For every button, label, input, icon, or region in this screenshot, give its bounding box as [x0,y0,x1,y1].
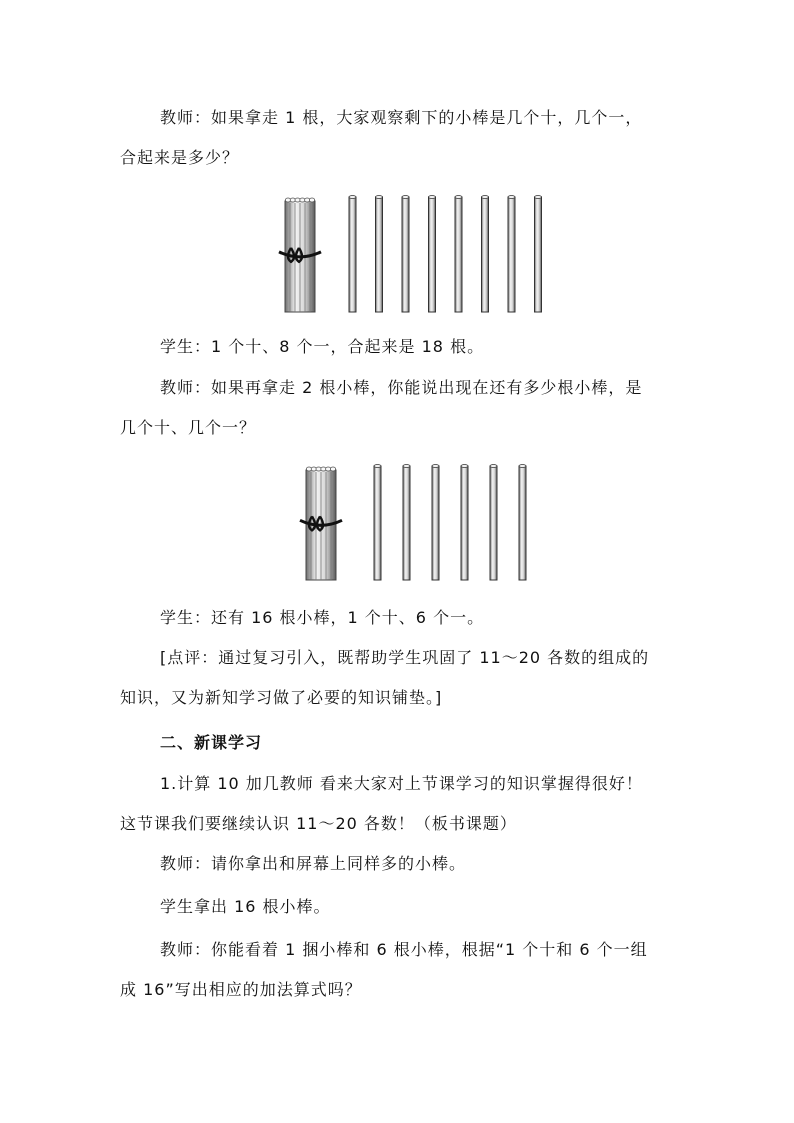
single-stick [374,465,381,581]
stick-bundle [279,198,321,312]
single-stick [455,196,462,313]
paragraph-line: 1.计算 10 加几教师 看来大家对上节课学习的知识掌握得很好！ [160,774,643,793]
section-heading: 二、新课学习 [160,733,263,752]
single-stick [519,465,526,581]
single-stick [508,196,515,313]
paragraph-line: 教师：如果拿走 1 根，大家观察剩下的小棒是几个十，几个一， [160,108,643,127]
single-stick [349,196,356,313]
paragraph-line: 这节课我们要继续认识 11～20 各数！（板书课题） [120,814,517,833]
paragraph-line: 教师：如果再拿走 2 根小棒，你能说出现在还有多少根小棒，是 [160,378,643,397]
single-stick [403,465,410,581]
paragraph-line: 学生拿出 16 根小棒。 [160,897,331,916]
paragraph-line: 学生：1 个十、8 个一，合起来是 18 根。 [160,337,485,356]
single-stick [429,196,436,313]
paragraph-line: [点评：通过复习引入，既帮助学生巩固了 11～20 各数的组成的 [160,648,650,667]
paragraph-line: 几个十、几个一？ [120,418,257,437]
paragraph-line: 合起来是多少？ [120,148,240,167]
stick-bundle [300,467,342,580]
single-stick [535,196,542,313]
paragraph-line: 教师：请你拿出和屏幕上同样多的小棒。 [160,854,467,873]
single-stick [490,465,497,581]
single-stick [432,465,439,581]
paragraph-line: 知识，又为新知学习做了必要的知识铺垫。] [120,688,443,707]
single-stick [461,465,468,581]
single-stick [482,196,489,313]
paragraph-line: 学生：还有 16 根小棒，1 个十、6 个一。 [160,608,485,627]
paragraph-line: 成 16”写出相应的加法算式吗？ [120,980,362,999]
single-stick [376,196,383,313]
single-stick [402,196,409,313]
paragraph-line: 教师：你能看着 1 捆小棒和 6 根小棒，根据“1 个十和 6 个一组 [160,940,648,959]
